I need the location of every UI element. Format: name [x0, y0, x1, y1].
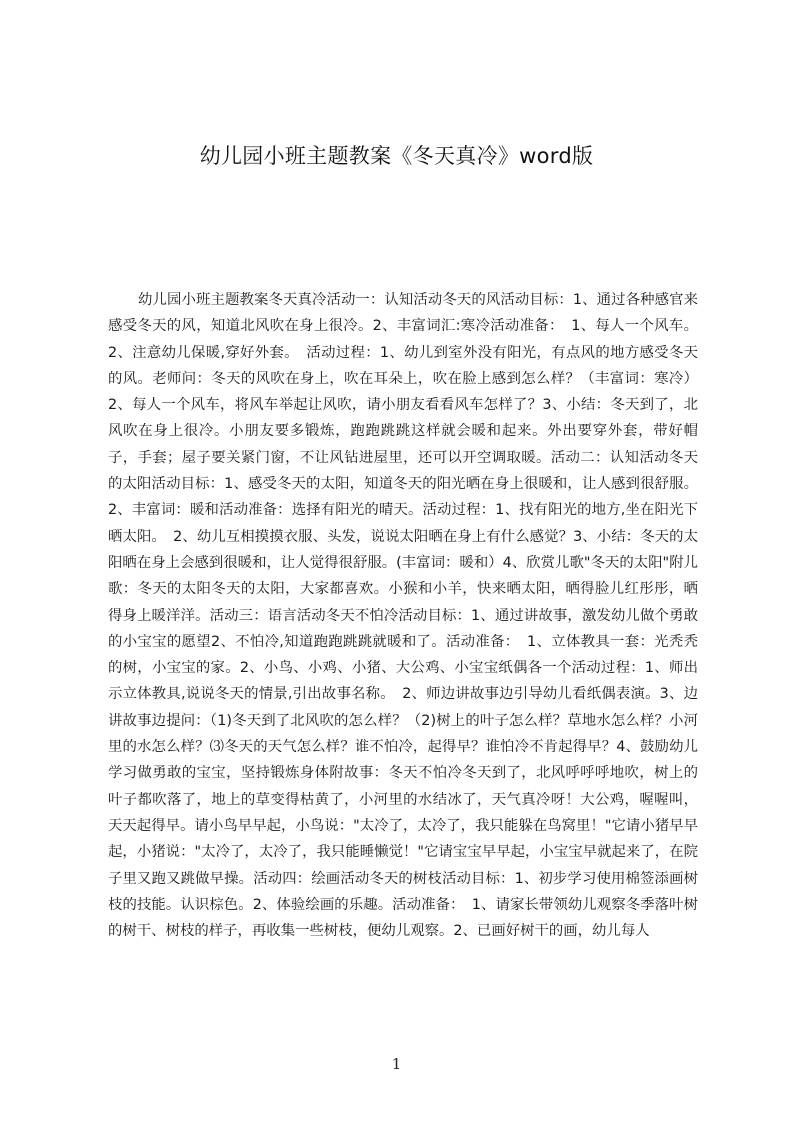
document-title: 幼儿园小班主题教案《冬天真冷》word版	[199, 144, 594, 168]
document-body	[108, 287, 698, 1032]
body-paragraph: 幼儿园小班主题教案冬天真冷活动一：认知活动冬天的风活动目标：1、通过各种感官来感受冬天的风，知道北风吹在身上很冷。2、丰富词汇:寒冷活动准备： 1、每人一个风车。2、注意幼儿保暖,穿好外套。 活动过程：1、幼儿到室外没有阳光，有点风的地方感受冬天的风。老师问：冬天的风吹在身上，吹在耳朵上，吹在脸上感到怎么样？（丰富词：寒冷）2、每人一个风车，将风车举起让风吹，请小朋友看看风车怎样了？3、小结：冬天到了，北风吹在身上很冷。小朋友要多锻炼，跑跑跳跳这样就会暖和起来。外出要穿外套，带好帽子，手套；屋子要关紧门窗，不让风钻进屋里，还可以开空调取暖。活动二：认知活动冬天的太阳活动目标：1、感受冬天的太阳，知道冬天的阳光晒在身上很暖和，让人感到很舒服。2、丰富词：暖和活动准备：选择有阳光的晴天。活动过程：1、找有阳光的地方,坐在阳光下晒太阳。 2、幼儿互相摸摸衣服、头发，说说太阳晒在身上有什么感觉？3、小结：冬天的太阳晒在身上会感到很暖和，让人觉得很舒服。(丰富词：暖和）4、欣赏儿歌"冬天的太阳"附儿歌：冬天的太阳冬天的太阳，大家都喜欢。小猴和小羊，快来晒太阳，晒得脸儿红彤彤，晒得身上暖洋洋。活动三：语言活动冬天不怕冷活动目标：1、通过讲故事，激发幼儿做个勇敢的小宝宝的愿望2、不怕冷,知道跑跑跳跳就暖和了。活动准备： 1、立体教具一套：光秃秃的树，小宝宝的家。2、小鸟、小鸡、小猪、大公鸡、小宝宝纸偶各一个活动过程：1、师出示立体教具,说说冬天的情景,引出故事名称。 2、师边讲故事边引导幼儿看纸偶表演。3、边讲故事边提问：（1)冬天到了北风吹的怎么样？（2)树上的叶子怎么样？草地水怎么样？小河里的水怎么样？⑶冬天的天气怎么样？谁不怕冷，起得早？谁怕冷不肯起得早？4、鼓励幼儿学习做勇敢的宝宝，坚持锻炼身体附故事：冬天不怕冷冬天到了，北风呼呼呼地吹，树上的叶子都吹落了，地上的草变得枯黄了，小河里的水结冰了，天气真冷呀！大公鸡，喔喔叫，天天起得早。请小鸟早早起，小鸟说："太冷了，太冷了，我只能躲在鸟窝里！"它请小猪早早起，小猪说："太冷了，太冷了，我只能睡懒觉！"它请宝宝早早起，小宝宝早就起来了，在院子里又跑又跳做早操。活动四：绘画活动冬天的树枝活动目标：1、初步学习使用棉签添画树枝的技能。认识棕色。2、体验绘画的乐趣。活动准备： 1、请家长带领幼儿观察冬季落叶树的树干、树枝的样子，再收集一些树枝，便幼儿观察。2、已画好树干的画，幼儿每人	[108, 292, 698, 940]
page-number: 1	[391, 1055, 402, 1073]
